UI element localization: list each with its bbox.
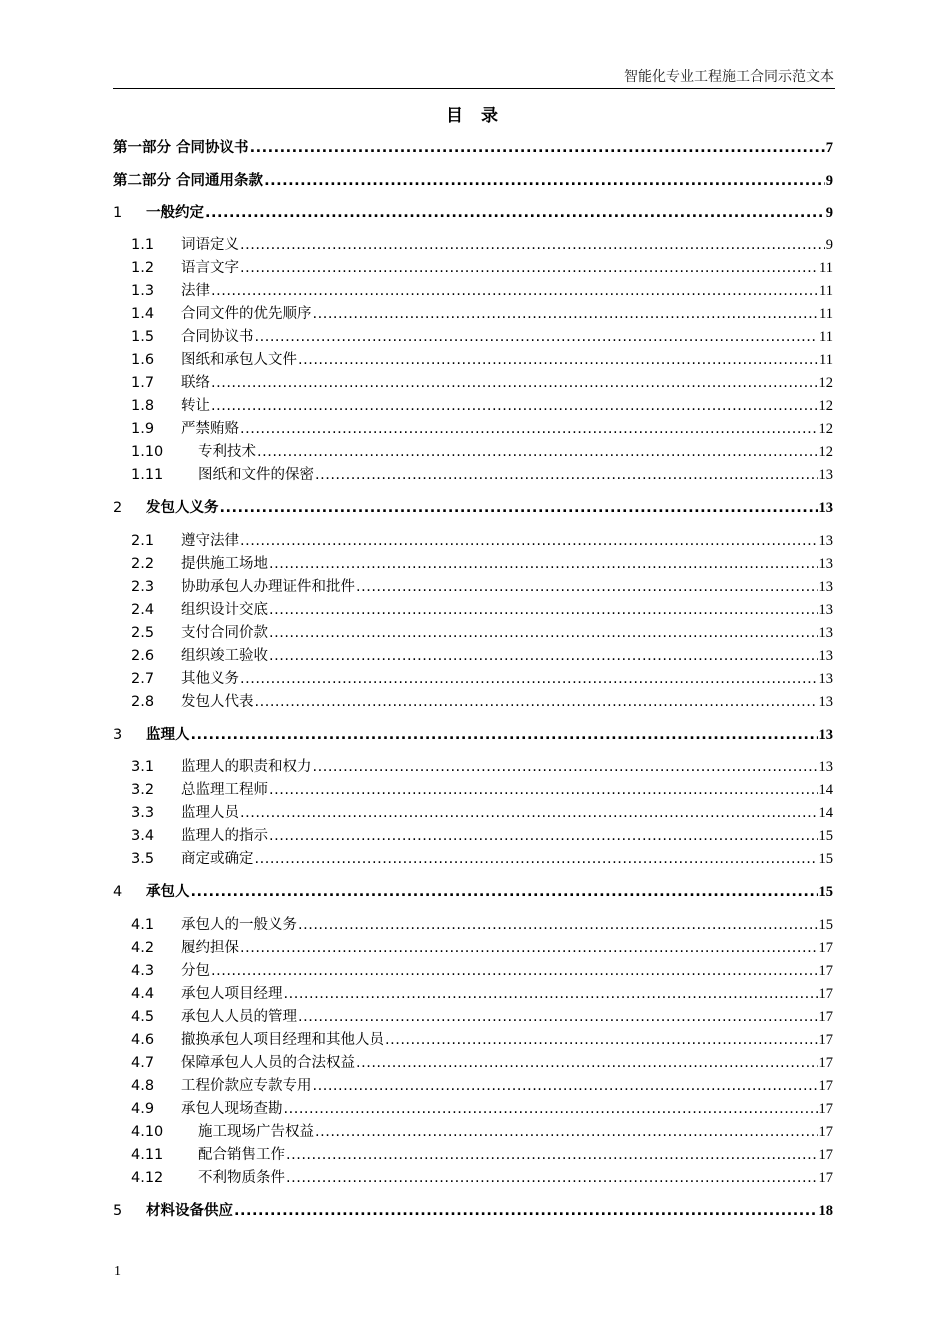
toc-entry-1-8[interactable]: 1.8 转让 ..... 12 bbox=[131, 394, 833, 414]
toc-entry-4-10[interactable]: 4.10 施工现场广告权益 ..... 17 bbox=[131, 1120, 833, 1140]
toc-title: 目 录 bbox=[446, 106, 504, 126]
toc-entry-3-4[interactable]: 3.4 监理人的指示 ..... 15 bbox=[131, 824, 833, 844]
toc-entry-2-5[interactable]: 2.5 支付合同价款 ..... 13 bbox=[131, 621, 833, 641]
toc-entry-2-8[interactable]: 2.8 发包人代表 ..... 13 bbox=[131, 690, 833, 710]
toc-entry-2-4[interactable]: 2.4 组织设计交底 ..... 13 bbox=[131, 598, 833, 618]
toc-entry-2-7[interactable]: 2.7 其他义务 ..... 13 bbox=[131, 667, 833, 687]
toc-entry-4-1[interactable]: 4.1 承包人的一般义务 ..... 15 bbox=[131, 913, 833, 933]
toc-entry-part-1[interactable]: 第一部分 合同协议书 ..... 7 bbox=[113, 136, 833, 156]
page-number: 1 bbox=[114, 1264, 121, 1279]
toc-entry-3-2[interactable]: 3.2 总监理工程师 ..... 14 bbox=[131, 778, 833, 798]
toc-entry-1-2[interactable]: 1.2 语言文字 ..... 11 bbox=[131, 256, 833, 276]
toc-entry-5[interactable]: 5 材料设备供应 ..... 18 bbox=[113, 1199, 833, 1219]
toc-entry-1-5[interactable]: 1.5 合同协议书 ..... 11 bbox=[131, 325, 833, 345]
toc-entry-4-9[interactable]: 4.9 承包人现场查勘 ..... 17 bbox=[131, 1097, 833, 1117]
toc-entry-4-7[interactable]: 4.7 保障承包人人员的合法权益 ..... 17 bbox=[131, 1051, 833, 1071]
toc-entry-4[interactable]: 4 承包人 ..... 15 bbox=[113, 880, 833, 900]
toc-entry-3[interactable]: 3 监理人 ..... 13 bbox=[113, 723, 833, 743]
toc-entry-1-9[interactable]: 1.9 严禁贿赂 ..... 12 bbox=[131, 417, 833, 437]
toc-entry-4-5[interactable]: 4.5 承包人人员的管理 ..... 17 bbox=[131, 1005, 833, 1025]
toc-entry-2-3[interactable]: 2.3 协助承包人办理证件和批件 ..... 13 bbox=[131, 575, 833, 595]
toc-entry-1[interactable]: 1 一般约定 ..... 9 bbox=[113, 201, 833, 221]
toc-entry-4-3[interactable]: 4.3 分包 ..... 17 bbox=[131, 959, 833, 979]
toc-entry-1-1[interactable]: 1.1 词语定义 ..... 9 bbox=[131, 233, 833, 253]
toc-entry-2-1[interactable]: 2.1 遵守法律 ..... 13 bbox=[131, 529, 833, 549]
toc-entry-3-1[interactable]: 3.1 监理人的职责和权力 ..... 13 bbox=[131, 755, 833, 775]
toc-entry-1-4[interactable]: 1.4 合同文件的优先顺序 ..... 11 bbox=[131, 302, 833, 322]
toc-entry-4-11[interactable]: 4.11 配合销售工作 ..... 17 bbox=[131, 1143, 833, 1163]
toc-entry-part-2[interactable]: 第二部分 合同通用条款 ..... 9 bbox=[113, 169, 833, 189]
toc-entry-2-2[interactable]: 2.2 提供施工场地 ..... 13 bbox=[131, 552, 833, 572]
toc-entry-4-4[interactable]: 4.4 承包人项目经理 ..... 17 bbox=[131, 982, 833, 1002]
toc-entry-3-3[interactable]: 3.3 监理人员 ..... 14 bbox=[131, 801, 833, 821]
toc-entry-2-6[interactable]: 2.6 组织竣工验收 ..... 13 bbox=[131, 644, 833, 664]
toc-entry-1-7[interactable]: 1.7 联络 ..... 12 bbox=[131, 371, 833, 391]
toc-entry-3-5[interactable]: 3.5 商定或确定 ..... 15 bbox=[131, 847, 833, 867]
toc-entry-1-10[interactable]: 1.10 专利技术 ..... 12 bbox=[131, 440, 833, 460]
toc-entry-4-2[interactable]: 4.2 履约担保 ..... 17 bbox=[131, 936, 833, 956]
toc-entry-1-11[interactable]: 1.11 图纸和文件的保密 ..... 13 bbox=[131, 463, 833, 483]
page-header-title: 智能化专业工程施工合同示范文本 bbox=[624, 69, 834, 85]
toc-entry-4-12[interactable]: 4.12 不利物质条件 ..... 17 bbox=[131, 1166, 833, 1186]
toc-entry-2[interactable]: 2 发包人义务 ..... 13 bbox=[113, 496, 833, 516]
toc-entry-4-6[interactable]: 4.6 撤换承包人项目经理和其他人员 ..... 17 bbox=[131, 1028, 833, 1048]
toc-entry-1-3[interactable]: 1.3 法律 ..... 11 bbox=[131, 279, 833, 299]
header-rule bbox=[113, 88, 835, 89]
toc-entry-1-6[interactable]: 1.6 图纸和承包人文件 ..... 11 bbox=[131, 348, 833, 368]
toc-entry-4-8[interactable]: 4.8 工程价款应专款专用 ..... 17 bbox=[131, 1074, 833, 1094]
